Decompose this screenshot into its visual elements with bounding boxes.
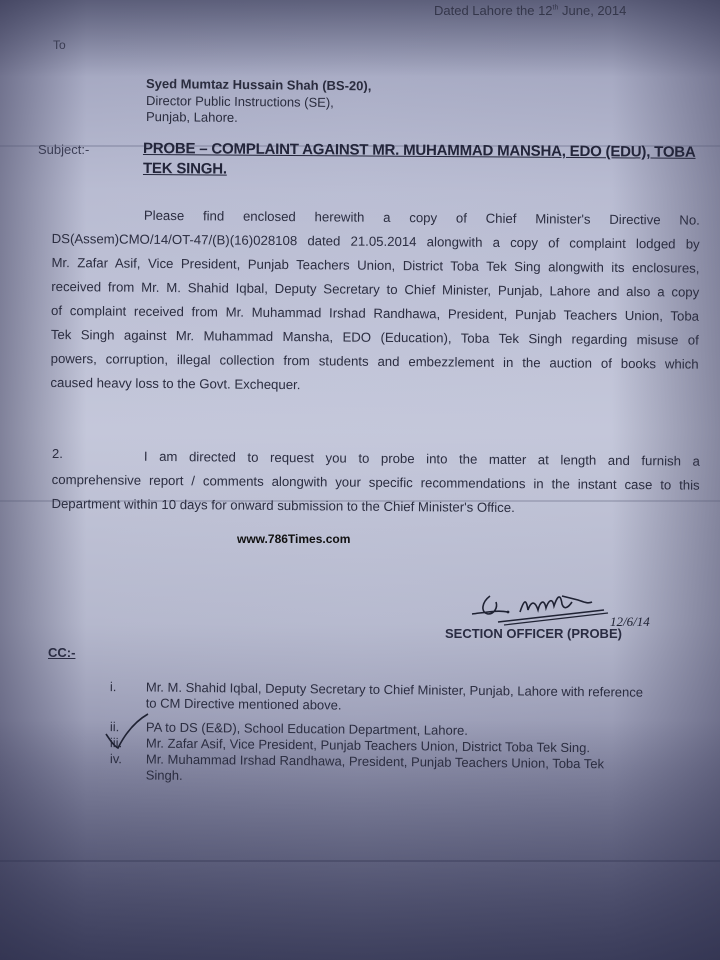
signature-icon: [468, 582, 658, 632]
paragraph-1: [50, 203, 700, 401]
letter-date: Dated Lahore the 12th June, 2014: [434, 3, 627, 18]
watermark: www.786Times.com: [237, 532, 351, 546]
recipient-location: Punjab, Lahore.: [145, 109, 238, 125]
paragraph-line: Mr. Zafar Asif, Vice President, Punjab Teachers Union, District Toba Tek Sing alongwith its enclosures,: [51, 254, 700, 276]
paragraph-line: received from Mr. M. Shahid Iqbal, Deputy Secretary to Chief Minister, Punjab, Lahore and also a copy: [51, 278, 700, 300]
to-label: To: [53, 38, 66, 52]
cc-item: [0, 678, 720, 713]
paragraph-line: Tek Singh against Mr. Muhammad Mansha, EDO (Education), Toba Tek Singh regarding misuse of: [50, 326, 699, 348]
svg-text:12/6/14: 12/6/14: [610, 614, 650, 629]
subject-line-2: TEK SINGH.: [142, 160, 227, 178]
subject-label: Subject:-: [38, 142, 90, 157]
signatory-title: SECTION OFFICER (PROBE): [445, 626, 622, 641]
cc-item-text: PA to DS (E&D), School Education Department, Lahore.: [145, 719, 469, 738]
paragraph-line: Please find enclosed herewith a copy of Chief Minister's Directive No.: [143, 207, 700, 228]
recipient-designation: Director Public Instructions (SE),: [145, 93, 334, 110]
cc-label: CC:-: [48, 645, 76, 660]
cc-item-text: Mr. Muhammad Irshad Randhawa, President, Punjab Teachers Union, Toba Tek Singh.: [145, 751, 605, 783]
paragraph-line: Department within 10 days for onward submission to the Chief Minister's Office.: [51, 495, 515, 516]
cc-item-text: Mr. M. Shahid Iqbal, Deputy Secretary to Chief Minister, Punjab, Lahore with reference to CM Directive mentioned above.: [145, 679, 644, 713]
checkmark-icon: [104, 712, 150, 756]
paragraph-2-number: 2.: [52, 446, 63, 461]
cc-item-number: ii.: [109, 719, 120, 735]
paragraph-line: powers, corruption, illegal collection from students and embezzlement in the auction of books which: [50, 350, 699, 372]
paragraph-line: comprehensive report / comments alongwith your specific recommendations in the instant case to this: [51, 471, 700, 493]
cc-item-text: Mr. Zafar Asif, Vice President, Punjab Teachers Union, District Toba Tek Sing.: [145, 735, 591, 756]
paper-fold: [0, 860, 720, 862]
paragraph-line: I am directed to request you to probe into the matter at length and furnish a: [143, 448, 700, 469]
cc-item-number: i.: [109, 679, 117, 695]
paragraph-line: caused heavy loss to the Govt. Exchequer.: [50, 374, 301, 393]
paragraph-line: of complaint received from Mr. Muhammad Irshad Randhawa, President, Punjab Teachers Union, Toba: [50, 302, 700, 324]
subject-line-1: PROBE – COMPLAINT AGAINST MR. MUHAMMAD MANSHA, EDO (EDU), TOBA: [142, 140, 696, 161]
recipient-name: Syed Mumtaz Hussain Shah (BS-20),: [145, 76, 372, 94]
paragraph-2: [51, 444, 700, 522]
paragraph-line: DS(Assem)CMO/14/OT-47/(B)(16)028108 dated 21.05.2014 alongwith a copy of complaint lodged by: [51, 230, 700, 252]
cc-item-number: iv.: [109, 751, 123, 767]
cc-item-number: iii.: [109, 735, 123, 751]
